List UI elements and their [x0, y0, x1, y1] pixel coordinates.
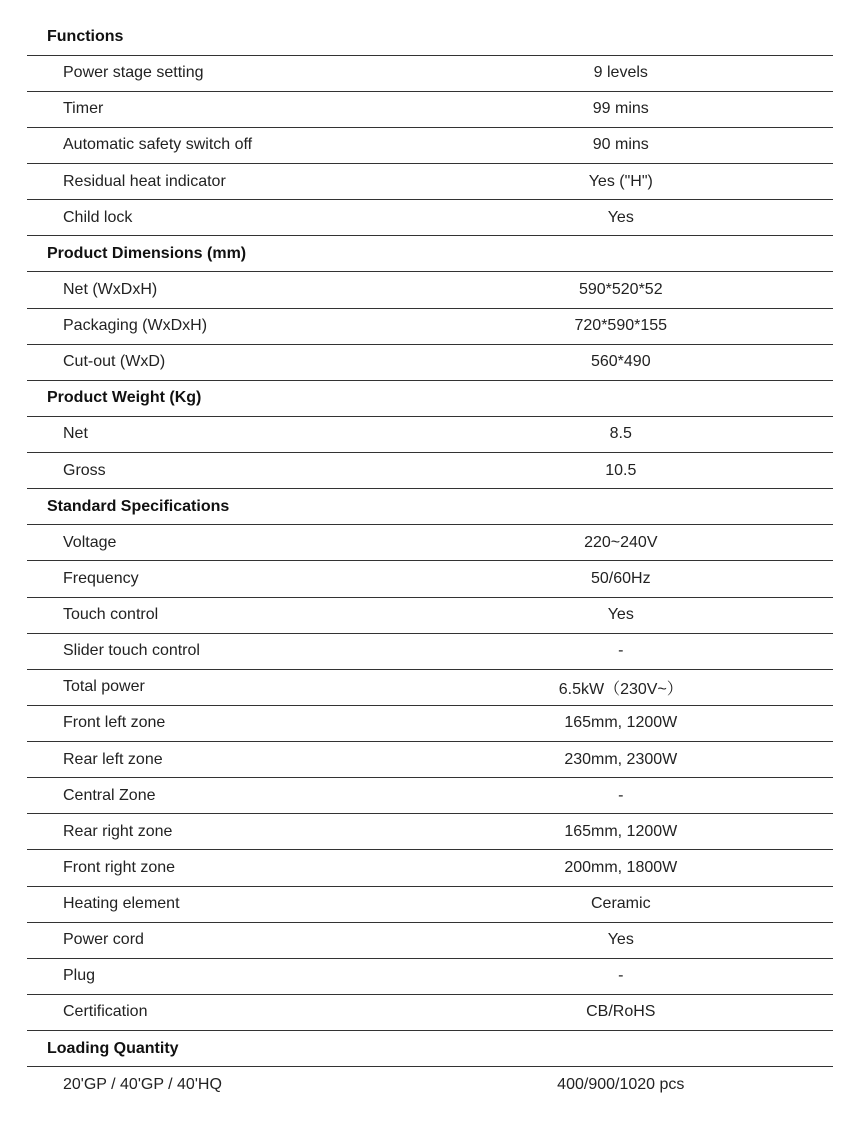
spec-label: Total power — [27, 669, 507, 705]
spec-label: Cut-out (WxD) — [27, 344, 507, 380]
spec-value: 50/60Hz — [507, 561, 735, 597]
spec-spacer — [735, 597, 833, 633]
spec-value: 6.5kW（230V~） — [507, 669, 735, 705]
table-row — [27, 416, 833, 452]
spec-spacer — [735, 561, 833, 597]
spec-label: 20'GP / 40'GP / 40'HQ — [63, 1075, 222, 1093]
table-row — [27, 127, 833, 163]
spec-label: Gross — [27, 453, 507, 489]
spec-label: Voltage — [27, 525, 507, 561]
spec-value: 400/900/1020 pcs — [557, 1075, 685, 1093]
table-row — [27, 55, 833, 91]
spec-value: 8.5 — [507, 416, 735, 452]
spec-table — [27, 19, 833, 1103]
spec-value: 200mm, 1800W — [507, 850, 735, 886]
table-row — [27, 597, 833, 633]
table-row — [27, 778, 833, 814]
table-row — [27, 200, 833, 236]
spec-value: 590*520*52 — [507, 272, 735, 308]
table-row — [27, 1067, 833, 1103]
section-header-row — [27, 236, 833, 272]
spec-label: Packaging (WxDxH) — [27, 308, 507, 344]
table-row — [27, 272, 833, 308]
table-row — [27, 344, 833, 380]
spec-label: Power stage setting — [27, 55, 507, 91]
table-row — [27, 742, 833, 778]
table-row — [27, 308, 833, 344]
spec-value: 230mm, 2300W — [507, 742, 735, 778]
spec-spacer — [735, 55, 833, 91]
spec-label: Timer — [27, 91, 507, 127]
section-title: Functions — [27, 19, 833, 55]
table-row — [27, 91, 833, 127]
spec-label: Automatic safety switch off — [27, 127, 507, 163]
spec-label: Front right zone — [27, 850, 507, 886]
spec-label: Slider touch control — [27, 633, 507, 669]
spec-value: CB/RoHS — [507, 994, 735, 1030]
section-header-row — [27, 380, 833, 416]
spec-spacer — [735, 633, 833, 669]
spec-spacer — [735, 127, 833, 163]
spec-spacer — [735, 272, 833, 308]
spec-label: Net — [27, 416, 507, 452]
spec-spacer — [735, 994, 833, 1030]
spec-spacer — [735, 416, 833, 452]
spec-spacer — [735, 669, 833, 705]
spec-value: - — [507, 958, 735, 994]
spec-spacer — [735, 922, 833, 958]
table-row — [27, 814, 833, 850]
spec-value: - — [507, 633, 735, 669]
section-title: Product Dimensions (mm) — [27, 236, 833, 272]
table-row — [27, 633, 833, 669]
spec-label: Power cord — [27, 922, 507, 958]
spec-value: 99 mins — [507, 91, 735, 127]
section-header-row — [27, 1031, 833, 1067]
spec-value: Yes — [507, 597, 735, 633]
spec-label: Child lock — [27, 200, 507, 236]
table-row — [27, 705, 833, 741]
section-header-row — [27, 19, 833, 55]
spec-value: 165mm, 1200W — [507, 705, 735, 741]
spec-value: 90 mins — [507, 127, 735, 163]
section-header-row — [27, 489, 833, 525]
spec-label: Plug — [27, 958, 507, 994]
spec-value: Yes ("H") — [507, 164, 735, 200]
spec-spacer — [735, 308, 833, 344]
spec-label: Residual heat indicator — [27, 164, 507, 200]
table-row — [27, 561, 833, 597]
spec-spacer — [735, 814, 833, 850]
spec-label: Net (WxDxH) — [27, 272, 507, 308]
table-row — [27, 886, 833, 922]
spec-spacer — [735, 344, 833, 380]
spec-spacer — [735, 958, 833, 994]
table-row — [27, 994, 833, 1030]
spec-spacer — [735, 886, 833, 922]
spec-spacer — [735, 705, 833, 741]
section-title: Product Weight (Kg) — [27, 380, 833, 416]
spec-value: 220~240V — [507, 525, 735, 561]
spec-table-body — [27, 19, 833, 1103]
spec-value: 10.5 — [507, 453, 735, 489]
spec-value: 165mm, 1200W — [507, 814, 735, 850]
spec-label: Heating element — [27, 886, 507, 922]
spec-value: 9 levels — [507, 55, 735, 91]
spec-value: Yes — [507, 200, 735, 236]
spec-value: Ceramic — [507, 886, 735, 922]
table-row — [27, 525, 833, 561]
spec-spacer — [735, 453, 833, 489]
table-row — [27, 850, 833, 886]
spec-label: Rear right zone — [27, 814, 507, 850]
spec-spacer — [735, 525, 833, 561]
spec-spacer — [735, 742, 833, 778]
spec-spacer — [735, 850, 833, 886]
table-row — [27, 958, 833, 994]
spec-value: - — [507, 778, 735, 814]
spec-value: Yes — [507, 922, 735, 958]
spec-value: 560*490 — [507, 344, 735, 380]
table-row — [27, 669, 833, 705]
spec-label: Rear left zone — [27, 742, 507, 778]
spec-label: Central Zone — [27, 778, 507, 814]
spec-value: 720*590*155 — [507, 308, 735, 344]
spec-spacer — [735, 91, 833, 127]
table-row — [27, 922, 833, 958]
spec-label: Touch control — [27, 597, 507, 633]
spec-spacer — [735, 778, 833, 814]
spec-label: Front left zone — [27, 705, 507, 741]
section-title: Loading Quantity — [27, 1031, 833, 1067]
spec-spacer — [735, 200, 833, 236]
spec-spacer — [735, 1067, 833, 1103]
spec-label: Frequency — [27, 561, 507, 597]
section-title: Standard Specifications — [27, 489, 833, 525]
spec-label: Certification — [27, 994, 507, 1030]
table-row — [27, 453, 833, 489]
table-row — [27, 164, 833, 200]
spec-spacer — [735, 164, 833, 200]
